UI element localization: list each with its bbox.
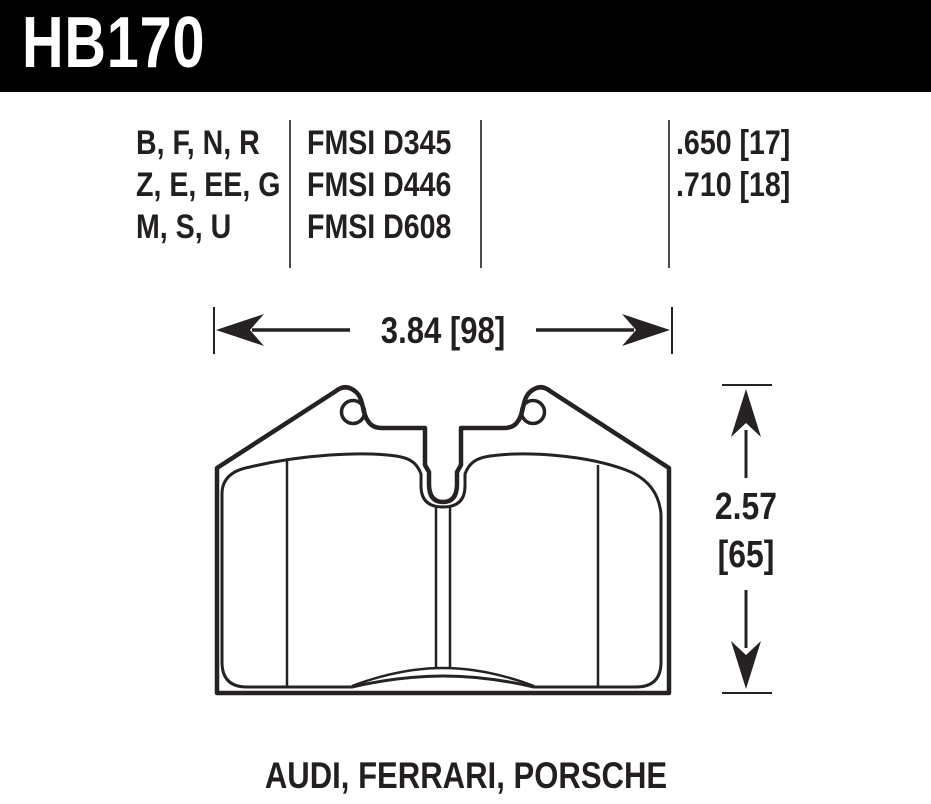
table-divider-2 <box>480 120 482 268</box>
fmsi-row-3: FMSI D608 <box>307 208 452 246</box>
part-number-header <box>0 0 931 92</box>
fmsi-column <box>307 122 479 248</box>
width-dimension-label: 3.84 [98] <box>363 310 523 352</box>
height-dimension-label-inches: 2.57 <box>714 486 778 528</box>
height-dimension-label-mm: [65] <box>717 534 775 576</box>
vehicle-applications: AUDI, FERRARI, PORSCHE <box>264 755 668 796</box>
height-dim-up-arrow-icon <box>731 389 761 437</box>
compound-codes-row-3: M, S, U <box>136 208 232 246</box>
backing-plate-outline <box>217 387 669 693</box>
friction-material-outline <box>222 454 661 687</box>
fmsi-row-2: FMSI D446 <box>307 166 452 204</box>
left-mounting-hole <box>342 401 365 424</box>
pad-thickness-column <box>676 122 812 248</box>
thickness-row-2: .710 [18] <box>676 166 791 204</box>
table-divider-1 <box>289 120 291 268</box>
width-dim-right-arrow-icon <box>622 314 670 346</box>
table-divider-3 <box>668 120 670 268</box>
thickness-row-3 <box>676 206 790 248</box>
compound-codes-row-1: B, F, N, R <box>136 124 260 162</box>
width-dim-left-arrow-icon <box>216 314 264 346</box>
compound-codes-column <box>136 122 308 248</box>
fmsi-row-1: FMSI D345 <box>307 124 452 162</box>
part-number: HB170 <box>22 3 206 83</box>
compound-codes-row-2: Z, E, EE, G <box>136 166 281 204</box>
thickness-row-1: .650 [17] <box>676 124 791 162</box>
height-dim-down-arrow-icon <box>731 641 761 689</box>
bottom-chamfer-curve <box>352 668 534 686</box>
right-mounting-hole <box>522 401 545 424</box>
